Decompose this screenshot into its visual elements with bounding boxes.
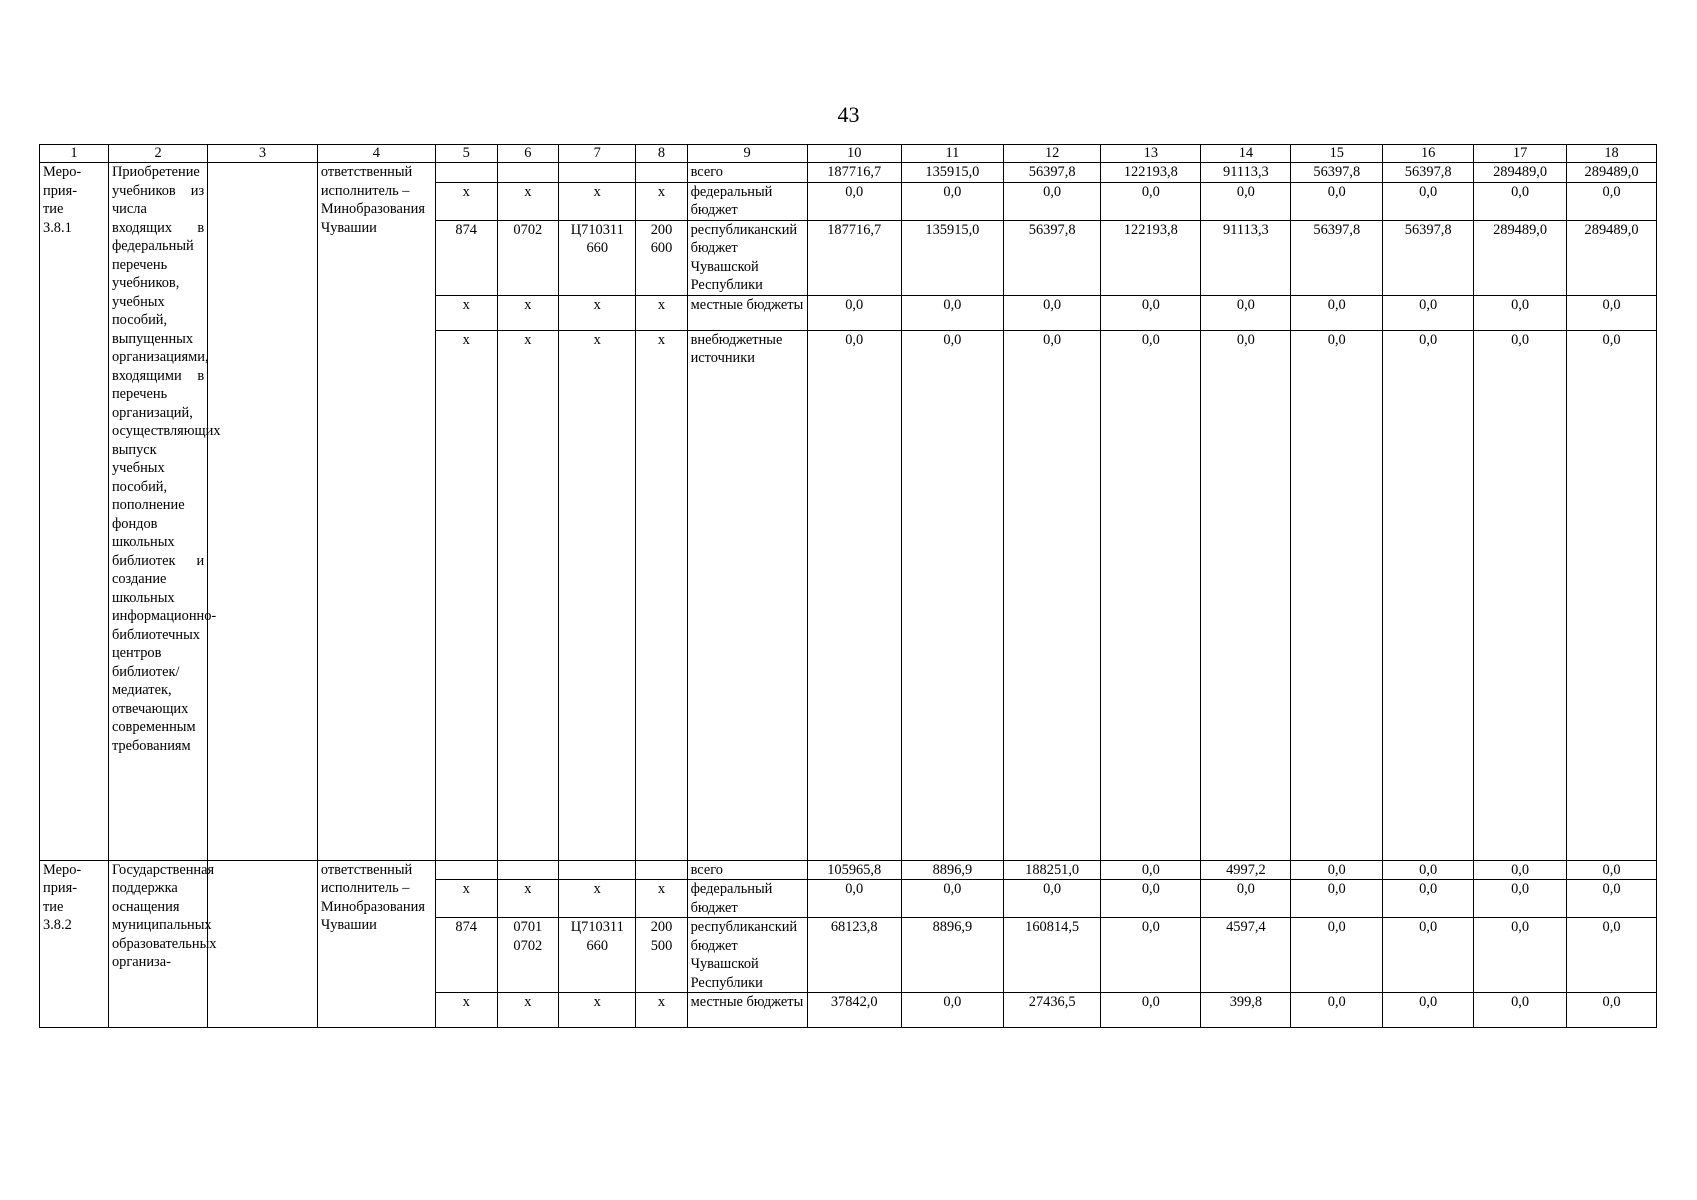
amount-cell: 0,0 [1567,330,1657,860]
column-header: 4 [317,145,435,163]
amount-cell: 0,0 [901,182,1003,220]
column-header: 6 [497,145,559,163]
amount-cell: 0,0 [1474,918,1567,993]
column-header: 13 [1101,145,1201,163]
funding-source: внебюджетные источники [687,330,807,860]
table-row [40,163,1657,183]
budget-code-c8 [636,860,687,880]
amount-cell: 0,0 [1474,880,1567,918]
budget-code-c6: 0701 0702 [497,918,559,993]
amount-cell: 0,0 [807,182,901,220]
amount-cell: 68123,8 [807,918,901,993]
amount-cell: 0,0 [1004,880,1101,918]
funding-source: всего [687,163,807,183]
budget-code-c8: х [636,182,687,220]
col3-cell [208,860,318,1028]
amount-cell: 0,0 [1383,918,1474,993]
budget-code-c6: х [497,330,559,860]
amount-cell: 0,0 [1383,182,1474,220]
amount-cell: 0,0 [1291,880,1383,918]
amount-cell: 0,0 [1101,330,1201,860]
amount-cell: 0,0 [1474,295,1567,330]
amount-cell: 56397,8 [1291,220,1383,295]
measure-name: Государственная поддержка оснащения муниципальных образовательных организа- [108,860,207,1028]
budget-code-c5 [435,163,497,183]
amount-cell: 4997,2 [1201,860,1291,880]
amount-cell: 0,0 [901,330,1003,860]
column-header: 14 [1201,145,1291,163]
amount-cell: 0,0 [1567,880,1657,918]
budget-code-c6: х [497,880,559,918]
amount-cell: 0,0 [1383,860,1474,880]
executor: ответственный исполнитель – Минобразования Чувашии [317,163,435,861]
funding-source: республиканский бюджет Чувашской Республики [687,918,807,993]
funding-source: всего [687,860,807,880]
amount-cell: 0,0 [1567,993,1657,1028]
amount-cell: 135915,0 [901,163,1003,183]
amount-cell: 0,0 [1101,993,1201,1028]
amount-cell: 0,0 [1101,295,1201,330]
amount-cell: 0,0 [1201,295,1291,330]
funding-source: местные бюджеты [687,993,807,1028]
amount-cell: 122193,8 [1101,163,1201,183]
funding-source: федеральный бюджет [687,182,807,220]
budget-code-c7: х [559,295,636,330]
page-number: 43 [837,102,860,127]
budget-code-c5: х [435,880,497,918]
amount-cell: 0,0 [901,295,1003,330]
amount-cell: 122193,8 [1101,220,1201,295]
amount-cell: 37842,0 [807,993,901,1028]
budget-table [39,144,1657,1028]
budget-code-c5: х [435,182,497,220]
amount-cell: 0,0 [1291,330,1383,860]
amount-cell: 0,0 [901,880,1003,918]
column-header: 7 [559,145,636,163]
funding-source: федеральный бюджет [687,880,807,918]
amount-cell: 135915,0 [901,220,1003,295]
amount-cell: 187716,7 [807,163,901,183]
column-header: 17 [1474,145,1567,163]
table-row [40,860,1657,880]
column-header: 12 [1004,145,1101,163]
amount-cell: 4597,4 [1201,918,1291,993]
amount-cell: 0,0 [1291,918,1383,993]
amount-cell: 0,0 [807,330,901,860]
budget-code-c5: х [435,993,497,1028]
funding-source: местные бюджеты [687,295,807,330]
column-header: 9 [687,145,807,163]
amount-cell: 0,0 [807,880,901,918]
amount-cell: 0,0 [1201,330,1291,860]
budget-code-c7: Ц710311 660 [559,918,636,993]
amount-cell: 0,0 [1567,295,1657,330]
amount-cell: 8896,9 [901,860,1003,880]
budget-code-c6: х [497,182,559,220]
amount-cell: 0,0 [1004,330,1101,860]
amount-cell: 56397,8 [1004,220,1101,295]
amount-cell: 56397,8 [1004,163,1101,183]
budget-code-c6: 0702 [497,220,559,295]
budget-code-c6 [497,163,559,183]
amount-cell: 0,0 [1201,182,1291,220]
amount-cell: 0,0 [1201,880,1291,918]
measure-id: Меро- прия- тие 3.8.2 [40,860,109,1028]
column-header: 8 [636,145,687,163]
amount-cell: 0,0 [1567,918,1657,993]
column-header: 2 [108,145,207,163]
amount-cell: 0,0 [1101,182,1201,220]
amount-cell: 0,0 [1474,182,1567,220]
budget-code-c6: х [497,295,559,330]
column-header: 3 [208,145,318,163]
amount-cell: 91113,3 [1201,163,1291,183]
column-header: 11 [901,145,1003,163]
amount-cell: 0,0 [1383,880,1474,918]
amount-cell: 91113,3 [1201,220,1291,295]
amount-cell: 8896,9 [901,918,1003,993]
amount-cell: 0,0 [1567,182,1657,220]
measure-id: Меро- прия- тие 3.8.1 [40,163,109,861]
amount-cell: 289489,0 [1567,220,1657,295]
amount-cell: 289489,0 [1474,220,1567,295]
budget-code-c8: х [636,993,687,1028]
amount-cell: 0,0 [1291,860,1383,880]
budget-code-c7: х [559,330,636,860]
amount-cell: 289489,0 [1474,163,1567,183]
column-header: 18 [1567,145,1657,163]
header-row [40,145,1657,163]
budget-code-c7 [559,860,636,880]
amount-cell: 0,0 [1291,295,1383,330]
measure-name: Приобретение учебников из числа входящих в федеральный перечень учебников, учебных пособий, выпущенных организациями, входящими в перечень организаций, осуществляющих выпуск учебных пособий, пополнение фондов школьных библиотек и создание школьных информационно-библиотечных центров библиотек/медиатек, отвечающих современным требованиям [108,163,207,861]
budget-code-c8: 200 600 [636,220,687,295]
amount-cell: 0,0 [1474,860,1567,880]
amount-cell: 0,0 [807,295,901,330]
amount-cell: 105965,8 [807,860,901,880]
column-header: 1 [40,145,109,163]
budget-code-c5: х [435,295,497,330]
amount-cell: 187716,7 [807,220,901,295]
budget-code-c5: 874 [435,220,497,295]
column-header: 10 [807,145,901,163]
funding-source: республиканский бюджет Чувашской Республики [687,220,807,295]
budget-code-c7: х [559,182,636,220]
amount-cell: 0,0 [1474,330,1567,860]
budget-code-c6: х [497,993,559,1028]
budget-code-c8: х [636,295,687,330]
amount-cell: 0,0 [1567,860,1657,880]
amount-cell: 0,0 [1474,993,1567,1028]
amount-cell: 0,0 [1383,295,1474,330]
amount-cell: 0,0 [901,993,1003,1028]
amount-cell: 0,0 [1383,330,1474,860]
amount-cell: 56397,8 [1291,163,1383,183]
amount-cell: 160814,5 [1004,918,1101,993]
column-header: 5 [435,145,497,163]
budget-code-c7: Ц710311 660 [559,220,636,295]
budget-code-c6 [497,860,559,880]
column-header: 15 [1291,145,1383,163]
budget-code-c8 [636,163,687,183]
amount-cell: 0,0 [1291,182,1383,220]
amount-cell: 27436,5 [1004,993,1101,1028]
amount-cell: 0,0 [1291,993,1383,1028]
budget-code-c8: 200 500 [636,918,687,993]
amount-cell: 0,0 [1004,295,1101,330]
budget-code-c7: х [559,993,636,1028]
budget-code-c5: х [435,330,497,860]
budget-code-c5 [435,860,497,880]
column-header: 16 [1383,145,1474,163]
budget-code-c8: х [636,880,687,918]
amount-cell: 0,0 [1004,182,1101,220]
amount-cell: 56397,8 [1383,163,1474,183]
budget-code-c5: 874 [435,918,497,993]
budget-code-c7: х [559,880,636,918]
budget-code-c7 [559,163,636,183]
col3-cell [208,163,318,861]
amount-cell: 399,8 [1201,993,1291,1028]
amount-cell: 0,0 [1101,918,1201,993]
amount-cell: 188251,0 [1004,860,1101,880]
budget-code-c8: х [636,330,687,860]
amount-cell: 56397,8 [1383,220,1474,295]
amount-cell: 0,0 [1101,880,1201,918]
amount-cell: 0,0 [1383,993,1474,1028]
amount-cell: 289489,0 [1567,163,1657,183]
amount-cell: 0,0 [1101,860,1201,880]
executor: ответственный исполнитель – Минобразования Чувашии [317,860,435,1028]
